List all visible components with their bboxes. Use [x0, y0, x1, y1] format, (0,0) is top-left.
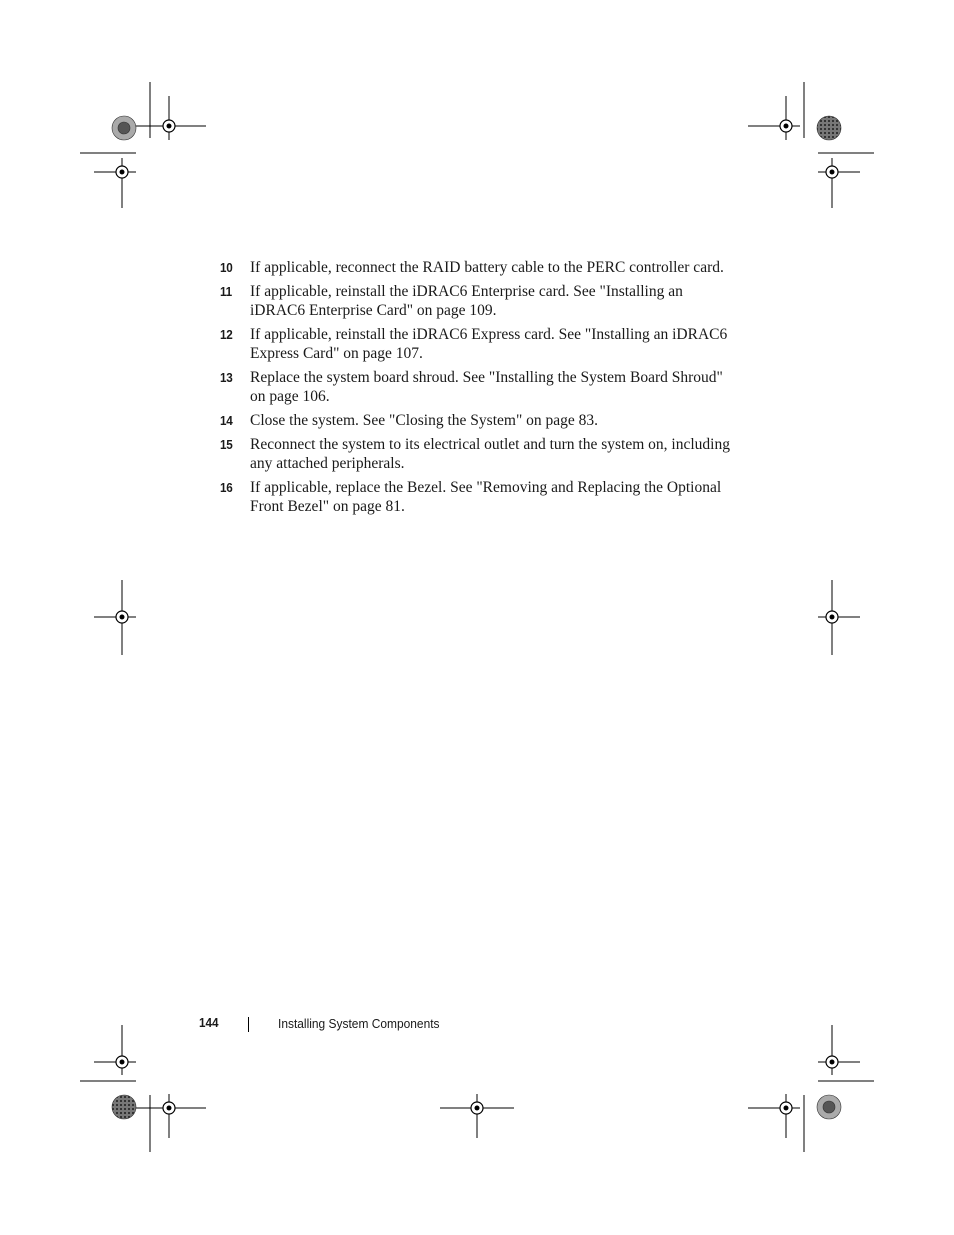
step-number: 10: [220, 260, 233, 275]
step-number: 14: [220, 413, 233, 428]
step-number: 11: [220, 284, 232, 299]
step-text: If applicable, replace the Bezel. See "Removing and Replacing the Optional Front Bezel" on page 81.: [250, 479, 722, 515]
step-text: Replace the system board shroud. See "Installing the System Board Shroud" on page 106.: [250, 369, 723, 405]
list-item: [220, 411, 740, 430]
footer-section-title: Installing System Components: [278, 1016, 440, 1031]
list-item: [220, 258, 740, 277]
list-item: [220, 325, 740, 363]
page-number: 144: [199, 1015, 219, 1030]
step-text: Close the system. See "Closing the System" on page 83.: [250, 412, 599, 429]
step-number: 16: [220, 480, 233, 495]
step-text: If applicable, reconnect the RAID battery cable to the PERC controller card.: [250, 259, 724, 276]
footer-divider: [248, 1017, 249, 1032]
step-text: If applicable, reinstall the iDRAC6 Enterprise card. See "Installing an iDRAC6 Enterprise Card" on page 109.: [250, 283, 683, 319]
step-number: 15: [220, 437, 233, 452]
step-number: 13: [220, 370, 233, 385]
step-text: If applicable, reinstall the iDRAC6 Express card. See "Installing an iDRAC6 Express Card" on page 107.: [250, 326, 728, 362]
procedure-steps: [220, 258, 740, 521]
step-text: Reconnect the system to its electrical outlet and turn the system on, including any attached peripherals.: [250, 436, 730, 472]
list-item: [220, 282, 740, 320]
list-item: [220, 478, 740, 516]
step-number: 12: [220, 327, 233, 342]
list-item: [220, 435, 740, 473]
list-item: [220, 368, 740, 406]
